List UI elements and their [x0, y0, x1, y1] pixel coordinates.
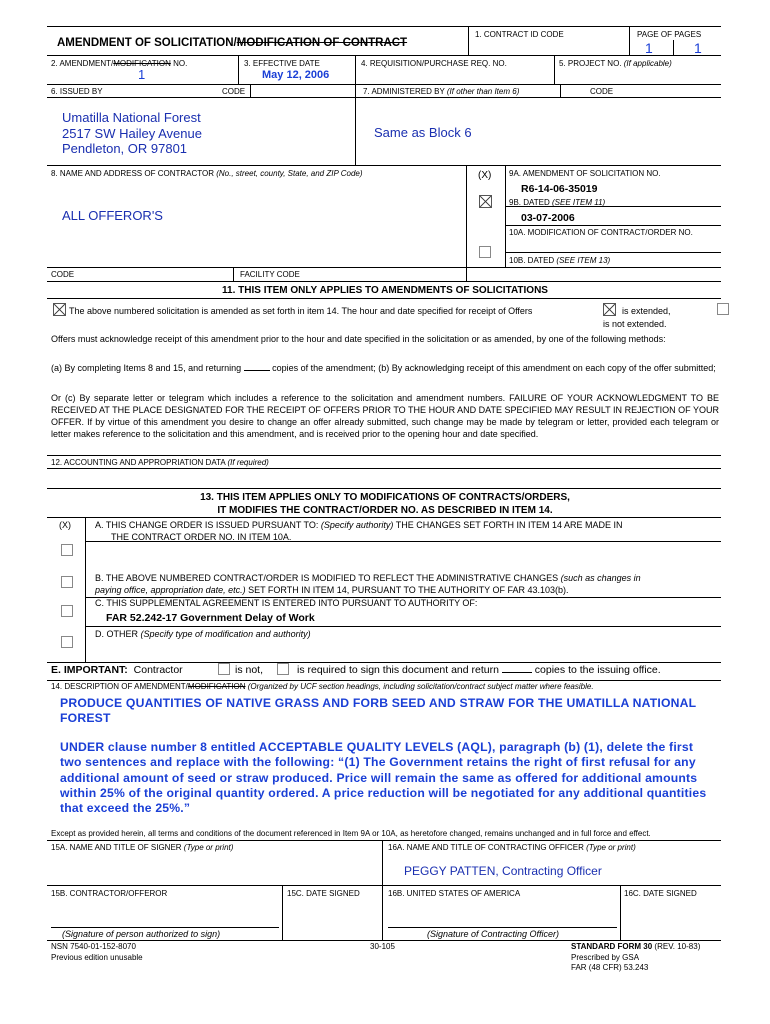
rule-v [468, 26, 469, 55]
far-reference: FAR (48 CFR) 53.243 [571, 963, 649, 972]
page-number: 1 [645, 40, 653, 56]
amendment-no: 1 [138, 67, 146, 82]
checkbox-13c[interactable] [61, 605, 73, 617]
contractor-value: ALL OFFEROR'S [62, 208, 163, 223]
item11-heading: 11. THIS ITEM ONLY APPLIES TO AMENDMENTS OF SOLICITATIONS [222, 285, 548, 296]
item11-para3: Or (c) By separate letter or telegram which includes a reference to the solicitation and amendment numbers. FAILURE OF YOUR ACKNOWLEDGMENT TO BE RECEIVED AT THE PLACE DESIGNATED FOR THE RECEIPT OF OFFERS PRIOR TO THE HOUR AND DATE SPECIFIED MAY RESULT IN REJECTION OF YOUR OFFER. If by virtue of this amendment you desire to change an offer already submitted, such change may be made by telegram or letter, provided each telegram or letter makes reference to the solicitation and this amendment, and is received prior to the opening hour and date specified. [51, 393, 719, 439]
prescribed-by: Prescribed by GSA [571, 952, 640, 962]
rule [47, 840, 721, 841]
rule [47, 84, 721, 85]
rule-v [673, 40, 674, 55]
signature-officer-caption: (Signature of Contracting Officer) [427, 929, 560, 939]
checkbox-10a[interactable] [479, 246, 491, 258]
dated-9b: 03-07-2006 [521, 212, 575, 224]
rule-v [382, 840, 383, 940]
accounting-label: 12. ACCOUNTING AND APPROPRIATION DATA (If required) [51, 458, 269, 467]
rule [47, 455, 721, 456]
footer-right [571, 942, 700, 974]
checkbox-extended-checked[interactable] [603, 303, 616, 316]
issuer-line: 2517 SW Hailey Avenue [62, 125, 202, 141]
checkbox-13d[interactable] [61, 636, 73, 648]
nsn: NSN 7540-01-152-8070 [51, 942, 136, 951]
rule [47, 680, 721, 681]
dated-10b-label: 10B. DATED (SEE ITEM 13) [509, 256, 611, 265]
amendment-solicitation-label: 9A. AMENDMENT OF SOLICITATION NO. [509, 169, 661, 178]
item13-heading: 13. THIS ITEM APPLIES ONLY TO MODIFICATIONS OF CONTRACTS/ORDERS, IT MODIFIES THE CONTRACT/ORDER NO. AS DESCRIBED IN ITEM 14. [200, 492, 570, 516]
rule-v [282, 885, 283, 940]
officer-label: 16A. NAME AND TITLE OF CONTRACTING OFFICER (Type or print) [388, 843, 636, 852]
signature-line-contractor [51, 927, 279, 928]
item13-c-text: C. THIS SUPPLEMENTAL AGREEMENT IS ENTERED INTO PURSUANT TO AUTHORITY OF: [95, 598, 478, 608]
rule [47, 468, 721, 469]
checkbox-is-not[interactable] [218, 663, 230, 675]
signature-line-officer [388, 927, 617, 928]
rule [47, 298, 721, 299]
is-not-label: is not, [235, 664, 264, 676]
contractor-label: 8. NAME AND ADDRESS OF CONTRACTOR (No., street, county, State, and ZIP Code) [51, 169, 363, 178]
facility-code-label: FACILITY CODE [240, 270, 300, 279]
rule-v [620, 885, 621, 940]
checkbox-amended-checked[interactable] [53, 303, 66, 316]
modification-10a-label: 10A. MODIFICATION OF CONTRACT/ORDER NO. [509, 228, 693, 237]
checkbox-is-required[interactable] [277, 663, 289, 675]
administered-code-label: CODE [590, 87, 614, 96]
page-of-pages-label: PAGE OF PAGES [637, 30, 702, 39]
item13-b-text: B. THE ABOVE NUMBERED CONTRACT/ORDER IS MODIFIED TO REFLECT THE ADMINISTRATIVE CHANGES (such as changes in paying office, appropriation date, etc.) SET FORTH IN ITEM 14, PURSUANT TO THE AUTHORITY OF FAR 43.103(b). [95, 573, 641, 595]
standard-form: STANDARD FORM 30 (REV. 10-83) [571, 942, 701, 951]
rule-v [505, 165, 506, 267]
item11-line1: The above numbered solicitation is amended as set forth in item 14. The hour and date specified for receipt of Offers [69, 306, 533, 316]
issued-by-label: 6. ISSUED BY [51, 87, 103, 96]
form-title: AMENDMENT OF SOLICITATION/MODIFICATION OF CONTRACT [57, 37, 408, 49]
except-text: Except as provided herein, all terms and conditions of the document referenced in Item 9A or 10A, as heretofore changed, remains unchanged and in full force and effect. [51, 829, 651, 838]
date-16c-label: 16C. DATE SIGNED [624, 889, 697, 898]
not-extended-label: is not extended. [603, 319, 667, 329]
date-15c-label: 15C. DATE SIGNED [287, 889, 360, 898]
usa-label: 16B. UNITED STATES OF AMERICA [388, 889, 521, 898]
rule-v [629, 26, 630, 55]
rule [47, 165, 721, 166]
amendment-no-label: 2. AMENDMENT/MODIFICATION NO. [51, 59, 188, 68]
rule [47, 488, 721, 489]
rule-v [238, 55, 239, 84]
issuer-line: Pendleton, OR 97801 [62, 141, 188, 156]
rule [505, 252, 721, 253]
signature-person-caption: (Signature of person authorized to sign) [62, 929, 221, 939]
item13-d-text: D. OTHER (Specify type of modification and authority) [95, 629, 311, 639]
rule [47, 281, 721, 282]
rule [47, 517, 721, 518]
item11-para2: (a) By completing Items 8 and 15, and returning copies of the amendment; (b) By acknowledging receipt of this amendment on each copy of the offer submitted; [51, 363, 716, 373]
rule [47, 940, 721, 941]
rule [47, 662, 721, 663]
form-code: 30-105 [370, 942, 395, 951]
effective-date-label: 3. EFFECTIVE DATE [244, 59, 320, 68]
rule-v [233, 267, 234, 281]
signer-label: 15A. NAME AND TITLE OF SIGNER (Type or print) [51, 843, 234, 852]
rule [47, 55, 721, 56]
rule [85, 626, 721, 627]
administered-by-label: 7. ADMINISTERED BY (If other than Item 6) [363, 87, 520, 96]
checkbox-9a-checked[interactable] [479, 195, 492, 208]
issuer-address [62, 110, 202, 157]
solicitation-number: R6-14-06-35019 [521, 183, 598, 195]
pages-count: 1 [694, 40, 702, 56]
contract-id-label: 1. CONTRACT ID CODE [475, 30, 564, 39]
footer-left [51, 942, 143, 963]
requisition-label: 4. REQUISITION/PURCHASE REQ. NO. [361, 59, 507, 68]
item14-description-body: UNDER clause number 8 entitled ACCEPTABLE QUALITY LEVELS (AQL), paragraph (b) (1), delete the first two sentences and replace with the following: “(1) The Government retains the right of first refusal for any additional amount of seed or straw produced. Price will remain the same as offered for additional amounts within 25% of the original quantity ordered. A price reduction will be negotiated for any additional quantities that exceed the 25%.” [60, 740, 707, 816]
contractor-offeror-label: 15B. CONTRACTOR/OFFEROR [51, 889, 168, 898]
item13-x-label: (X) [59, 520, 71, 530]
rule-v [466, 165, 467, 281]
rule-v [554, 55, 555, 84]
effective-date: May 12, 2006 [262, 69, 330, 81]
item14-label: 14. DESCRIPTION OF AMENDMENT/MODIFICATION (Organized by UCF section headings, including solicitation/contract subject matter where feasible. [51, 682, 594, 691]
rule-v [250, 84, 251, 97]
item11-para1: Offers must acknowledge receipt of this amendment prior to the hour and date specified in the solicitation or as amended, by one of the following methods: [51, 334, 666, 344]
rule-v [85, 517, 86, 662]
item13-c-value: FAR 52.242-17 Government Delay of Work [106, 612, 315, 624]
issued-code-label: CODE [222, 87, 246, 96]
administered-by-value: Same as Block 6 [374, 125, 472, 140]
contractor-code-label: CODE [51, 270, 75, 279]
project-no-label: 5. PROJECT NO. (If applicable) [559, 59, 672, 68]
rule-top [47, 26, 721, 27]
officer-name: PEGGY PATTEN, Contracting Officer [404, 864, 602, 878]
rule-v [355, 55, 356, 165]
important-line: E. IMPORTANT: Contractor [51, 664, 183, 676]
dated-9b-label: 9B. DATED (SEE ITEM 11) [509, 198, 606, 207]
item13-a-text: A. THIS CHANGE ORDER IS ISSUED PURSUANT TO: (Specify authority) THE CHANGES SET FORTH IN ITEM 14 ARE MADE IN THE CONTRACT ORDER NO. IN ITEM 10A. [95, 520, 623, 542]
previous-edition: Previous edition unusable [51, 952, 143, 962]
rule [47, 267, 721, 268]
rule [505, 225, 721, 226]
rule-v [560, 84, 561, 97]
checkbox-not-extended[interactable] [717, 303, 729, 315]
extended-label: is extended, [622, 306, 671, 316]
is-required-label: is required to sign this document and return copies to the issuing office. [297, 664, 661, 676]
issuer-line: Umatilla National Forest [62, 110, 201, 125]
checkbox-13a[interactable] [61, 544, 73, 556]
checkbox-13b[interactable] [61, 576, 73, 588]
rule [47, 97, 721, 98]
item14-description-title: PRODUCE QUANTITIES OF NATIVE GRASS AND FORB SEED AND STRAW FOR THE UMATILLA NATIONAL FOREST [60, 696, 697, 725]
x-column-label: (X) [478, 170, 492, 181]
